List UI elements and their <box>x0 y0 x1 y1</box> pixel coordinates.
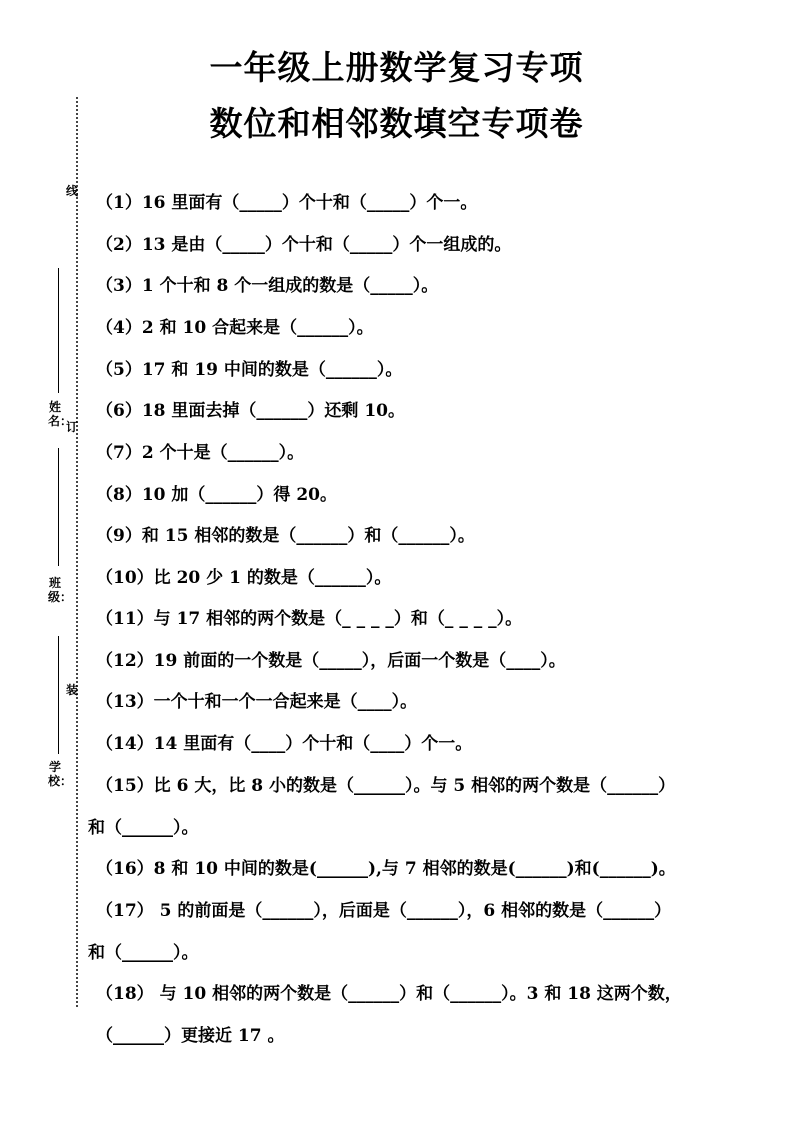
question-17: （17） 5 的前面是（______），后面是（______），6 相邻的数是（______） <box>96 901 672 921</box>
question-5: （5）17 和 19 中间的数是（______）。 <box>96 360 403 380</box>
question-12: （12）19 前面的一个数是（_____），后面一个数是（____）。 <box>96 651 566 671</box>
binding-dotted-line <box>76 97 78 1007</box>
binding-mark-zhuang: 装 <box>66 683 79 697</box>
question-9: （9）和 15 相邻的数是（______）和（______）。 <box>96 526 475 546</box>
page-title-line-1: 一年级上册数学复习专项 <box>209 48 584 87</box>
question-10: （10）比 20 少 1 的数是（______）。 <box>96 568 392 588</box>
question-2: （2）13 是由（_____）个十和（_____）个一组成的。 <box>96 235 512 255</box>
question-15: （15）比 6 大，比 8 小的数是（______）。与 5 相邻的两个数是（______） <box>96 776 676 796</box>
question-14: （14）14 里面有（____）个十和（____）个一。 <box>96 734 473 754</box>
question-6: （6）18 里面去掉（______）还剩 10。 <box>96 401 405 421</box>
binding-mark-line: 线 <box>66 184 79 198</box>
question-18-continued: （______）更接近 17 。 <box>96 1026 285 1046</box>
school-label: 学校： <box>48 760 73 788</box>
question-15-continued: 和（______）。 <box>88 818 199 838</box>
question-16: （16）8 和 10 中间的数是(______),与 7 相邻的数是(______)和(______)。 <box>96 859 676 879</box>
question-3: （3）1 个十和 8 个一组成的数是（_____）。 <box>96 276 439 296</box>
question-8: （8）10 加（______）得 20。 <box>96 485 337 505</box>
question-7: （7）2 个十是（______）。 <box>96 443 305 463</box>
school-underline <box>58 636 59 754</box>
binding-mark-ding: 订 <box>66 420 79 434</box>
question-1: （1）16 里面有（_____）个十和（_____）个一。 <box>96 193 478 213</box>
page-title-line-2: 数位和相邻数填空专项卷 <box>209 104 584 143</box>
name-underline <box>58 268 59 393</box>
question-4: （4）2 和 10 合起来是（______）。 <box>96 318 374 338</box>
question-17-continued: 和（______）。 <box>88 943 199 963</box>
name-label: 姓名： <box>48 400 73 428</box>
question-13: （13）一个十和一个一合起来是（____）。 <box>96 692 418 712</box>
question-18: （18） 与 10 相邻的两个数是（______）和（______）。3 和 18 这两个数， <box>96 984 682 1004</box>
question-11: （11）与 17 相邻的两个数是（_ _ _ _）和（_ _ _ _）。 <box>96 609 523 629</box>
class-label: 班级： <box>48 576 73 604</box>
class-underline <box>58 448 59 566</box>
